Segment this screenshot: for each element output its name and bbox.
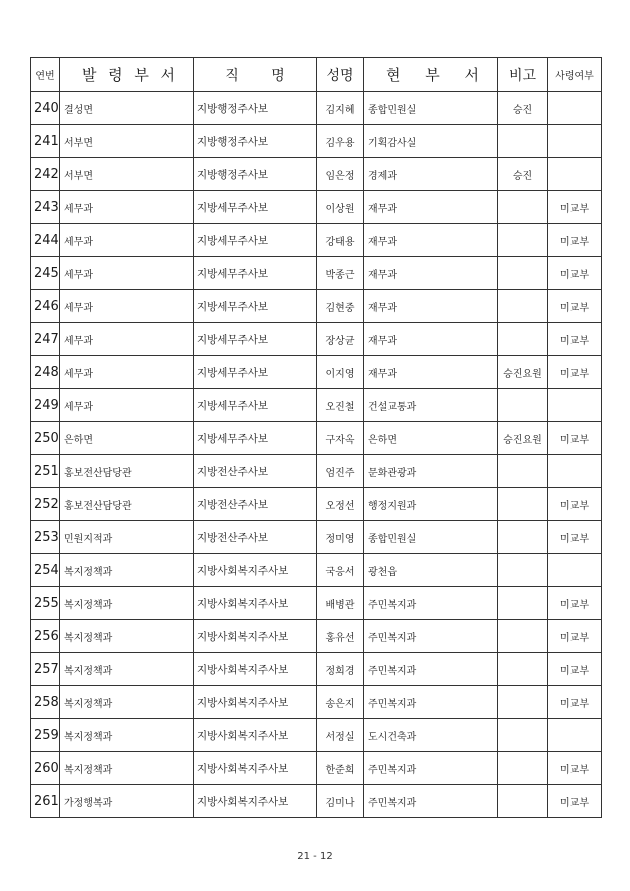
table-row <box>31 653 602 686</box>
seq-cell: 258 <box>31 686 60 719</box>
note-cell <box>498 587 548 620</box>
header-position: 직 명 <box>194 58 317 92</box>
oath-cell: 미교부 <box>548 257 602 290</box>
oath-cell: 미교부 <box>548 752 602 785</box>
header-current-dept: 현 부 서 <box>364 58 498 92</box>
name-cell: 송은지 <box>317 686 364 719</box>
current-dept-cell: 광천읍 <box>364 554 498 587</box>
position-cell: 지방사회복지주사보 <box>194 785 317 818</box>
issuing-dept-cell: 복지정책과 <box>60 686 194 719</box>
position-cell: 지방세무주사보 <box>194 224 317 257</box>
current-dept-cell: 주민복지과 <box>364 587 498 620</box>
issuing-dept-cell: 홍보전산담당관 <box>60 488 194 521</box>
table-row <box>31 752 602 785</box>
table-row <box>31 554 602 587</box>
position-cell: 지방사회복지주사보 <box>194 554 317 587</box>
name-cell: 오정선 <box>317 488 364 521</box>
header-oath: 사령여부 <box>548 58 602 92</box>
issuing-dept-cell: 가정행복과 <box>60 785 194 818</box>
current-dept-cell: 주민복지과 <box>364 785 498 818</box>
seq-cell: 250 <box>31 422 60 455</box>
name-cell: 장상균 <box>317 323 364 356</box>
oath-cell: 미교부 <box>548 323 602 356</box>
position-cell: 지방사회복지주사보 <box>194 719 317 752</box>
table-row <box>31 422 602 455</box>
name-cell: 김지혜 <box>317 92 364 125</box>
position-cell: 지방세무주사보 <box>194 191 317 224</box>
current-dept-cell: 기획감사실 <box>364 125 498 158</box>
oath-cell: 미교부 <box>548 191 602 224</box>
table-row <box>31 719 602 752</box>
issuing-dept-cell: 서부면 <box>60 158 194 191</box>
note-cell: 승진요원 <box>498 356 548 389</box>
oath-cell <box>548 554 602 587</box>
table-row <box>31 290 602 323</box>
name-cell: 정미영 <box>317 521 364 554</box>
table-row <box>31 125 602 158</box>
issuing-dept-cell: 복지정책과 <box>60 653 194 686</box>
page-number: 21 - 12 <box>297 851 333 862</box>
table-row <box>31 686 602 719</box>
oath-cell: 미교부 <box>548 587 602 620</box>
header-seq: 연번 <box>31 58 60 92</box>
seq-cell: 251 <box>31 455 60 488</box>
current-dept-cell: 재무과 <box>364 290 498 323</box>
current-dept-cell: 도시건축과 <box>364 719 498 752</box>
note-cell <box>498 125 548 158</box>
table-row <box>31 158 602 191</box>
table-row <box>31 323 602 356</box>
issuing-dept-cell: 민원지적과 <box>60 521 194 554</box>
seq-cell: 249 <box>31 389 60 422</box>
name-cell: 정희경 <box>317 653 364 686</box>
current-dept-cell: 재무과 <box>364 356 498 389</box>
seq-cell: 244 <box>31 224 60 257</box>
note-cell <box>498 686 548 719</box>
name-cell: 구자옥 <box>317 422 364 455</box>
issuing-dept-cell: 은하면 <box>60 422 194 455</box>
name-cell: 임은정 <box>317 158 364 191</box>
position-cell: 지방세무주사보 <box>194 290 317 323</box>
note-cell <box>498 323 548 356</box>
current-dept-cell: 주민복지과 <box>364 752 498 785</box>
issuing-dept-cell: 세무과 <box>60 257 194 290</box>
name-cell: 박종근 <box>317 257 364 290</box>
current-dept-cell: 재무과 <box>364 257 498 290</box>
seq-cell: 240 <box>31 92 60 125</box>
name-cell: 한준희 <box>317 752 364 785</box>
issuing-dept-cell: 서부면 <box>60 125 194 158</box>
seq-cell: 255 <box>31 587 60 620</box>
seq-cell: 256 <box>31 620 60 653</box>
position-cell: 지방전산주사보 <box>194 521 317 554</box>
current-dept-cell: 종합민원실 <box>364 92 498 125</box>
header-name: 성명 <box>317 58 364 92</box>
position-cell: 지방사회복지주사보 <box>194 752 317 785</box>
current-dept-cell: 재무과 <box>364 191 498 224</box>
oath-cell: 미교부 <box>548 356 602 389</box>
note-cell <box>498 554 548 587</box>
position-cell: 지방사회복지주사보 <box>194 620 317 653</box>
seq-cell: 260 <box>31 752 60 785</box>
position-cell: 지방사회복지주사보 <box>194 587 317 620</box>
issuing-dept-cell: 복지정책과 <box>60 719 194 752</box>
note-cell <box>498 389 548 422</box>
note-cell <box>498 719 548 752</box>
issuing-dept-cell: 세무과 <box>60 290 194 323</box>
name-cell: 서정실 <box>317 719 364 752</box>
seq-cell: 261 <box>31 785 60 818</box>
header-note: 비고 <box>498 58 548 92</box>
issuing-dept-cell: 세무과 <box>60 191 194 224</box>
current-dept-cell: 건설교통과 <box>364 389 498 422</box>
seq-cell: 259 <box>31 719 60 752</box>
current-dept-cell: 종합민원실 <box>364 521 498 554</box>
issuing-dept-cell: 복지정책과 <box>60 620 194 653</box>
position-cell: 지방세무주사보 <box>194 356 317 389</box>
note-cell <box>498 257 548 290</box>
current-dept-cell: 재무과 <box>364 323 498 356</box>
issuing-dept-cell: 복지정책과 <box>60 752 194 785</box>
issuing-dept-cell: 세무과 <box>60 356 194 389</box>
seq-cell: 243 <box>31 191 60 224</box>
position-cell: 지방세무주사보 <box>194 389 317 422</box>
table-row <box>31 224 602 257</box>
table-row <box>31 620 602 653</box>
seq-cell: 246 <box>31 290 60 323</box>
oath-cell <box>548 158 602 191</box>
table-row <box>31 521 602 554</box>
table-row <box>31 191 602 224</box>
table-row <box>31 488 602 521</box>
oath-cell: 미교부 <box>548 653 602 686</box>
note-cell: 승진 <box>498 92 548 125</box>
oath-cell: 미교부 <box>548 290 602 323</box>
personnel-table-sheet <box>30 57 601 818</box>
note-cell <box>498 488 548 521</box>
issuing-dept-cell: 세무과 <box>60 224 194 257</box>
position-cell: 지방세무주사보 <box>194 257 317 290</box>
note-cell <box>498 455 548 488</box>
issuing-dept-cell: 결성면 <box>60 92 194 125</box>
seq-cell: 245 <box>31 257 60 290</box>
position-cell: 지방행정주사보 <box>194 92 317 125</box>
issuing-dept-cell: 복지정책과 <box>60 587 194 620</box>
seq-cell: 242 <box>31 158 60 191</box>
name-cell: 국응서 <box>317 554 364 587</box>
position-cell: 지방전산주사보 <box>194 488 317 521</box>
oath-cell <box>548 455 602 488</box>
note-cell <box>498 191 548 224</box>
note-cell <box>498 620 548 653</box>
oath-cell: 미교부 <box>548 785 602 818</box>
personnel-table <box>30 57 602 818</box>
current-dept-cell: 행정지원과 <box>364 488 498 521</box>
seq-cell: 253 <box>31 521 60 554</box>
position-cell: 지방사회복지주사보 <box>194 653 317 686</box>
name-cell: 김우용 <box>317 125 364 158</box>
oath-cell <box>548 125 602 158</box>
name-cell: 이지영 <box>317 356 364 389</box>
position-cell: 지방전산주사보 <box>194 455 317 488</box>
current-dept-cell: 은하면 <box>364 422 498 455</box>
table-row <box>31 587 602 620</box>
name-cell: 이상원 <box>317 191 364 224</box>
table-row <box>31 257 602 290</box>
name-cell: 배병관 <box>317 587 364 620</box>
header-issuing-dept: 발 령 부 서 <box>60 58 194 92</box>
note-cell <box>498 290 548 323</box>
seq-cell: 241 <box>31 125 60 158</box>
table-row <box>31 92 602 125</box>
oath-cell: 미교부 <box>548 224 602 257</box>
oath-cell: 미교부 <box>548 620 602 653</box>
table-header-row <box>31 58 602 92</box>
name-cell: 김현중 <box>317 290 364 323</box>
issuing-dept-cell: 복지정책과 <box>60 554 194 587</box>
current-dept-cell: 주민복지과 <box>364 620 498 653</box>
current-dept-cell: 주민복지과 <box>364 686 498 719</box>
note-cell <box>498 653 548 686</box>
position-cell: 지방사회복지주사보 <box>194 686 317 719</box>
table-row <box>31 785 602 818</box>
oath-cell <box>548 719 602 752</box>
seq-cell: 252 <box>31 488 60 521</box>
seq-cell: 254 <box>31 554 60 587</box>
name-cell: 강태용 <box>317 224 364 257</box>
oath-cell <box>548 92 602 125</box>
name-cell: 홍유선 <box>317 620 364 653</box>
table-row <box>31 455 602 488</box>
oath-cell: 미교부 <box>548 686 602 719</box>
note-cell <box>498 752 548 785</box>
seq-cell: 248 <box>31 356 60 389</box>
note-cell <box>498 521 548 554</box>
table-row <box>31 356 602 389</box>
position-cell: 지방세무주사보 <box>194 422 317 455</box>
seq-cell: 247 <box>31 323 60 356</box>
current-dept-cell: 경제과 <box>364 158 498 191</box>
position-cell: 지방행정주사보 <box>194 125 317 158</box>
current-dept-cell: 문화관광과 <box>364 455 498 488</box>
oath-cell: 미교부 <box>548 488 602 521</box>
note-cell <box>498 785 548 818</box>
issuing-dept-cell: 홍보전산담당관 <box>60 455 194 488</box>
oath-cell: 미교부 <box>548 521 602 554</box>
issuing-dept-cell: 세무과 <box>60 323 194 356</box>
name-cell: 김미나 <box>317 785 364 818</box>
note-cell: 승진요원 <box>498 422 548 455</box>
current-dept-cell: 주민복지과 <box>364 653 498 686</box>
name-cell: 오진철 <box>317 389 364 422</box>
position-cell: 지방세무주사보 <box>194 323 317 356</box>
current-dept-cell: 재무과 <box>364 224 498 257</box>
oath-cell: 미교부 <box>548 422 602 455</box>
name-cell: 엄진주 <box>317 455 364 488</box>
table-row <box>31 389 602 422</box>
note-cell <box>498 224 548 257</box>
seq-cell: 257 <box>31 653 60 686</box>
note-cell: 승진 <box>498 158 548 191</box>
oath-cell <box>548 389 602 422</box>
issuing-dept-cell: 세무과 <box>60 389 194 422</box>
position-cell: 지방행정주사보 <box>194 158 317 191</box>
